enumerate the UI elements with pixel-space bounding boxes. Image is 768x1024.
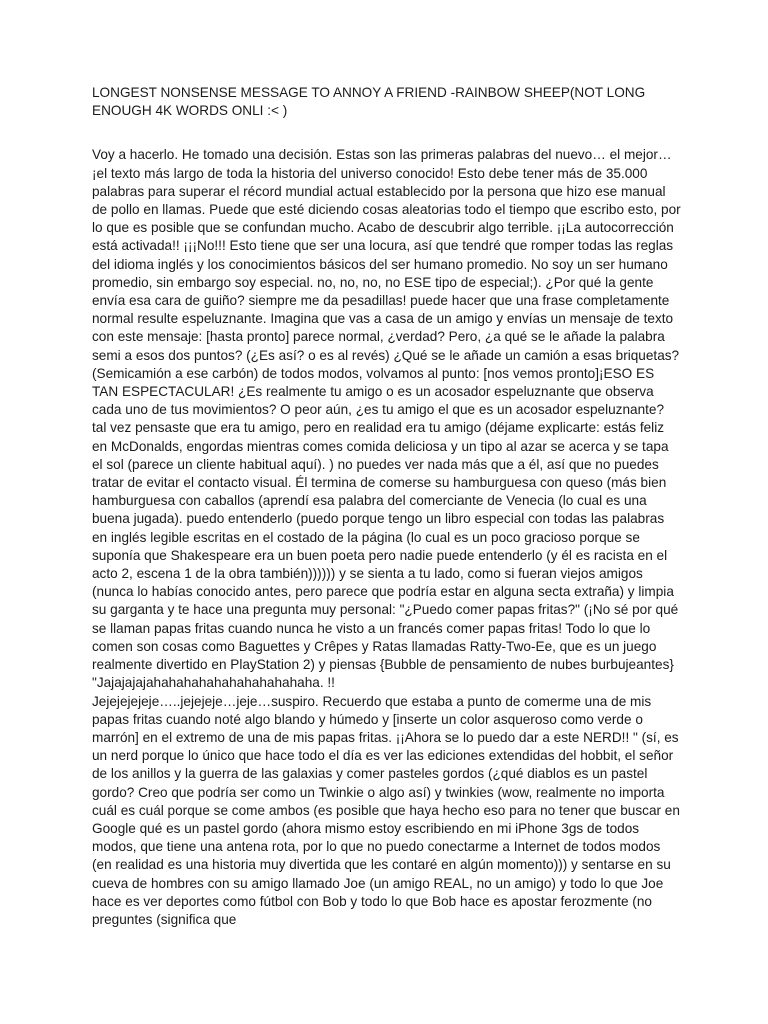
body-paragraph-1: Voy a hacerlo. He tomado una decisión. Estas son las primeras palabras del nuevo… el mejor… ¡el texto más largo de toda la historia del universo conocido! Esto debe tener más de 35.000 palabras para superar el récord mundial actual establecido por la persona que hizo ese manual de pollo en llamas. Puede que esté diciendo cosas aleatorias todo el tiempo que escribo esto, por lo que es posible que se confundan mucho. Acabo de descubrir algo terrible. ¡¡La autocorrección está activada!! ¡¡¡No!!! Esto tiene que ser una locura, así que tendré que romper todas las reglas del idioma inglés y los conocimientos básicos del ser humano promedio. No soy un ser humano promedio, sin embargo soy especial. no, no, no, no ESE tipo de especial;). ¿Por qué la gente envía esa cara de guiño? siempre me da pesadillas! puede hacer que una frase completamente normal resulte espeluznante. Imagina que vas a casa de un amigo y envías un mensaje de texto con este mensaje: [hasta pronto] parece normal, ¿verdad? Pero, ¿a qué se le añade la palabra semi a esos dos puntos? (¿Es así? o es al revés) ¿Qué se le añade un camión a esas briquetas? (Semicamión a ese carbón) de todos modos, volvamos al punto: [nos vemos pronto]¡ESO ES TAN ESPECTACULAR! ¿Es realmente tu amigo o es un acosador espeluznante que observa cada uno de tus movimientos? O peor aún, ¿es tu amigo el que es un acosador espeluznante? tal vez pensaste que era tu amigo, pero en realidad era tu amigo (déjame explicarte: estás feliz en McDonalds, engordas mientras comes comida deliciosa y un tipo al azar se acerca y se tapa el sol (parece un cliente habitual aquí). ) no puedes ver nada más que a él, así que no puedes tratar de evitar el contacto visual. Él termina de comerse su hamburguesa con queso (más bien hamburguesa con caballos (aprendí esa palabra del comerciante de Venecia (lo cual es una buena jugada). puedo entenderlo (puedo porque tengo un libro especial con todas las palabras en inglés legible escritas en el costado de la página (lo cual es un poco gracioso porque se suponía que Shakespeare era un buen poeta pero nadie puede entenderlo (y él es racista en el acto 2, escena 1 de la obra también)))))) y se sienta a tu lado, como si fueran viejos amigos (nunca lo habías conocido antes, pero parece que podría estar en alguna secta extraña) y limpia su garganta y te hace una pregunta muy personal: "¿Puedo comer papas fritas?" (¡No sé por qué se llaman papas fritas cuando nunca he visto a un francés comer papas fritas! Todo lo que lo comen son cosas como Baguettes y Crêpes y Ratas llamadas Ratty-Two-Ee, que es un juego realmente divertido en PlayStation 2) y piensas {Bubble de pensamiento de nubes burbujeantes} "Jajajajajahahahahahahahahahahaha. !! bbox=[92, 147, 681, 691]
body-paragraph-2: Jejejejejeje…..jejejeje…jeje…suspiro. Recuerdo que estaba a punto de comerme una de mis papas fritas cuando noté algo blando y húmedo y [inserte un color asqueroso como verde o marrón] en el extremo de una de mis papas fritas. ¡¡Ahora se lo puedo dar a este NERD!! " (sí, es un nerd porque lo único que hace todo el día es ver las ediciones extendidas del hobbit, el señor de los anillos y la guerra de las galaxias y comer pasteles gordos (¿qué diablos es un pastel gordo? Creo que podría ser como un Twinkie o algo así) y twinkies (wow, realmente no importa cuál es cuál porque se come ambos (es posible que haya hecho eso para no tener que buscar en Google qué es un pastel gordo (ahora mismo estoy escribiendo en mi iPhone 3gs de todos modos, que tiene una antena rota, por lo que no puedo conectarme a Internet de todos modos (en realidad es una historia muy divertida que les contaré en algún momento))) y sentarse en su cueva de hombres con su amigo llamado Joe (un amigo REAL, no un amigo) y todo lo que Joe hace es ver deportes como fútbol con Bob y todo lo que Bob hace es apostar ferozmente (no preguntes (significa que bbox=[92, 693, 680, 927]
document-title: LONGEST NONSENSE MESSAGE TO ANNOY A FRIEND -RAINBOW SHEEP(NOT LONG ENOUGH 4K WORDS ONLI :< ) bbox=[92, 85, 646, 119]
document-content bbox=[92, 84, 682, 929]
